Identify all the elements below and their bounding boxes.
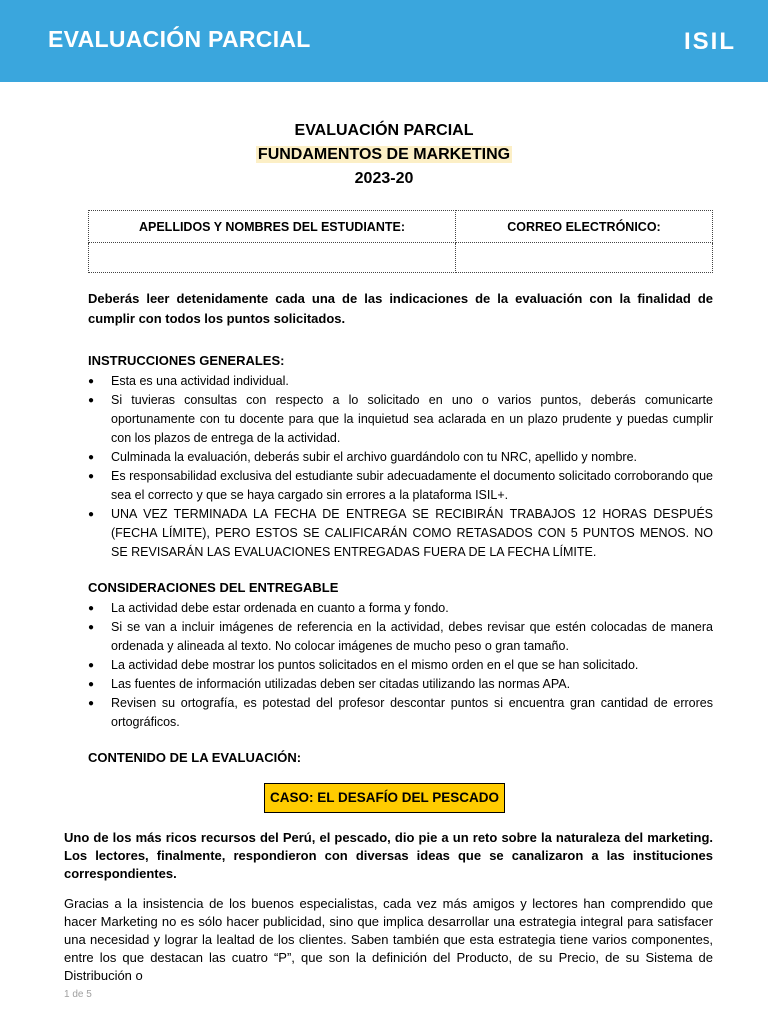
document-title: EVALUACIÓN PARCIAL — [294, 122, 474, 139]
page-number: 1 de 5 — [64, 989, 92, 1000]
student-name-field[interactable] — [89, 243, 456, 273]
email-field[interactable] — [456, 243, 713, 273]
list-item: ● Si se van a incluir imágenes de referencia en la actividad, debes revisar que estén colocadas de manera ordenada y alineada al texto. No colocar imágenes de mucho peso o gran tamaño. — [88, 618, 713, 656]
list-item: ● La actividad debe estar ordenada en cuanto a forma y fondo. — [88, 599, 713, 618]
section-title-instrucciones: INSTRUCCIONES GENERALES: — [88, 353, 285, 368]
list-item: ● Revisen su ortografía, es potestad del profesor descontar puntos si encuentra gran cantidad de errores ortográficos. — [88, 694, 713, 732]
instrucciones-list — [88, 372, 713, 562]
list-item: ● Si tuvieras consultas con respecto a lo solicitado en uno o varios puntos, deberás comunicarte oportunamente con tu docente para que la inquietud sea aclarada en un plazo prudente y puedas cumplir con los plazos de entrega de la actividad. — [88, 391, 713, 448]
term-label: 2023-20 — [354, 170, 414, 187]
consideraciones-list — [88, 599, 713, 732]
banner-title: EVALUACIÓN PARCIAL — [48, 26, 311, 52]
isil-logo: ISIL — [683, 28, 736, 55]
list-item: ● UNA VEZ TERMINADA LA FECHA DE ENTREGA SE RECIBIRÁN TRABAJOS 12 HORAS DESPUÉS (FECHA LÍMITE), PERO ESTOS SE CALIFICARÁN COMO RETASADOS CON 5 PUNTOS MENOS. NO SE REVISARÁN LAS EVALUACIONES ENTREGADAS FUERA DE LA FECHA LÍMITE. — [88, 505, 713, 562]
case-body-paragraph: Gracias a la insistencia de los buenos especialistas, cada vez más amigos y lectores han comprendido que hacer Marketing no es sólo hacer publicidad, sino que implica desarrollar una estrategia integral para satisfacer una necesidad y lograr la lealtad de los clientes. Saben también que esta estrategia tiene varios componentes, entre los que destacan las cuatro “P”, que son la definición del Producto, de su Precio, de su Sistema de Distribución o — [64, 896, 713, 983]
list-item: ● Las fuentes de información utilizadas deben ser citadas utilizando las normas APA. — [88, 675, 713, 694]
case-title-box: CASO: EL DESAFÍO DEL PESCADO — [264, 783, 505, 813]
student-info-table — [88, 210, 713, 273]
student-name-header: APELLIDOS Y NOMBRES DEL ESTUDIANTE: — [89, 211, 456, 243]
course-title — [0, 146, 768, 164]
case-intro-paragraph: Uno de los más ricos recursos del Perú, el pescado, dio pie a un reto sobre la naturaleza del marketing. Los lectores, finalmente, respondieron con diversas ideas que se canalizaron a las instituciones correspondientes. — [64, 830, 713, 881]
email-header: CORREO ELECTRÓNICO: — [456, 211, 713, 243]
section-title-contenido: CONTENIDO DE LA EVALUACIÓN: — [88, 750, 302, 765]
list-item: ● Culminada la evaluación, deberás subir el archivo guardándolo con tu NRC, apellido y nombre. — [88, 448, 713, 467]
list-item: ● Esta es una actividad individual. — [88, 372, 713, 391]
list-item: ● Es responsabilidad exclusiva del estudiante subir adecuadamente el documento solicitado corroborando que sea el correcto y que se haya cargado sin errores a la plataforma ISIL+. — [88, 467, 713, 505]
list-item: ● La actividad debe mostrar los puntos solicitados en el mismo orden en el que se han solicitado. — [88, 656, 713, 675]
intro-paragraph: Deberás leer detenidamente cada una de las indicaciones de la evaluación con la finalidad de cumplir con todos los puntos solicitados. — [88, 291, 713, 326]
section-title-consideraciones: CONSIDERACIONES DEL ENTREGABLE — [88, 580, 339, 595]
course-title-text: FUNDAMENTOS DE MARKETING — [257, 146, 511, 163]
header-banner — [0, 0, 768, 82]
